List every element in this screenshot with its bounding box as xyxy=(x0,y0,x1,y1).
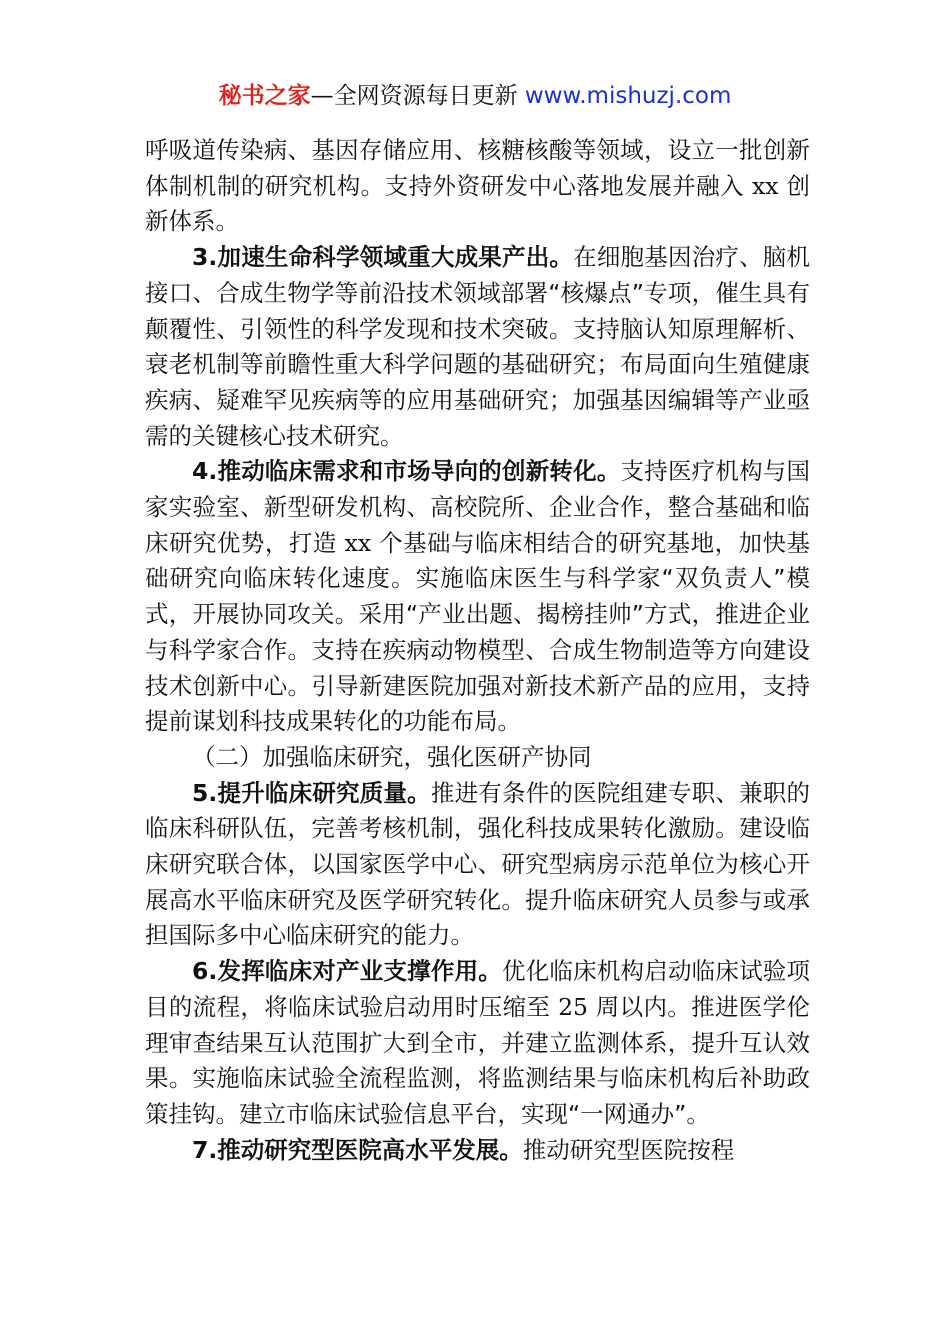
paragraph-item-3 xyxy=(145,240,810,454)
paragraph-item-4 xyxy=(145,454,810,740)
item-heading: 4.推动临床需求和市场导向的创新转化。 xyxy=(192,457,621,486)
paragraph-text: 呼吸道传染病、基因存储应用、核糖核酸等领域，设立一批创新体制机制的研究机构。支持外资研发中心落地发展并融入 xyxy=(145,136,810,200)
item-heading: 6.发挥临床对产业支撑作用。 xyxy=(192,957,502,986)
paragraph-text: 在细胞基因治疗、脑机接口、合成生物学等前沿技术领域部署“核爆点”专项，催生具有颠覆性、引领性的科学发现和技术突破。支持脑认知原理解析、衰老机制等前瞻性重大科学问题的基础研究；布局面向生殖健康疾病、疑难罕见疾病等的应用基础研究；加强基因编辑等产业亟需的关键核心技术研究。 xyxy=(145,243,811,450)
paragraph-text: 优化临床机构启动临床试验项目的流程，将临床试验启动用时压缩至 xyxy=(145,957,811,1021)
placeholder-number: xx xyxy=(752,171,779,200)
header-tagline: —全网资源每日更新 xyxy=(310,83,525,109)
paragraph-text: 推动研究型医院按程 xyxy=(522,1135,735,1164)
paragraph-continuation xyxy=(145,133,810,240)
paragraph-text: 周以内。推进医学伦理审查结果互认范围扩大到全市，并建立监测体系，提升互认效果。实施临床试验全流程监测，将监测结果与临床机构后补助政策挂钩。建立市临床试验信息平台，实现“一网通办”。 xyxy=(145,992,810,1128)
paragraph-item-7 xyxy=(145,1133,810,1169)
paragraph-text: 支持医疗机构与国家实验室、新型研发机构、高校院所、企业合作，整合基础和临床研究优势，打造 xyxy=(145,457,811,557)
paragraph-text: 创新体系。 xyxy=(145,171,810,236)
paragraph-item-6 xyxy=(145,954,810,1133)
brand-name: 秘书之家 xyxy=(218,83,311,109)
item-heading: 3.加速生命科学领域重大成果产出。 xyxy=(192,243,574,272)
item-heading: 5.提升临床研究质量。 xyxy=(192,778,431,807)
section-title: （二）加强临床研究，强化医研产协同 xyxy=(192,742,592,771)
weeks-number: 25 xyxy=(558,992,588,1021)
document-body xyxy=(145,133,810,1168)
paragraph-text: 推进有条件的医院组建专职、兼职的临床科研队伍，完善考核机制，强化科技成果转化激励。建设临床研究联合体，以国家医学中心、研究型病房示范单位为核心开展高水平临床研究及医学研究转化。提升临床研究人员参与或承担国际多中心临床研究的能力。 xyxy=(145,778,811,950)
placeholder-number: xx xyxy=(344,528,372,557)
site-header xyxy=(0,80,950,112)
section-heading xyxy=(145,740,810,776)
paragraph-text: 个基础与临床相结合的研究基地，加快基础研究向临床转化速度。实施临床医生与科学家“双负责人”模式，开展协同攻关。采用“产业出题、揭榜挂帅”方式，推进企业与科学家合作。支持在疾病动物模型、合成生物制造等方向建设技术创新中心。引导新建医院加强对新技术新产品的应用，支持提前谋划科技成果转化的功能布局。 xyxy=(145,528,810,736)
paragraph-item-5 xyxy=(145,776,810,955)
item-heading: 7.推动研究型医院高水平发展。 xyxy=(192,1135,523,1164)
site-url-link[interactable]: www.mishuzj.com xyxy=(524,83,732,109)
